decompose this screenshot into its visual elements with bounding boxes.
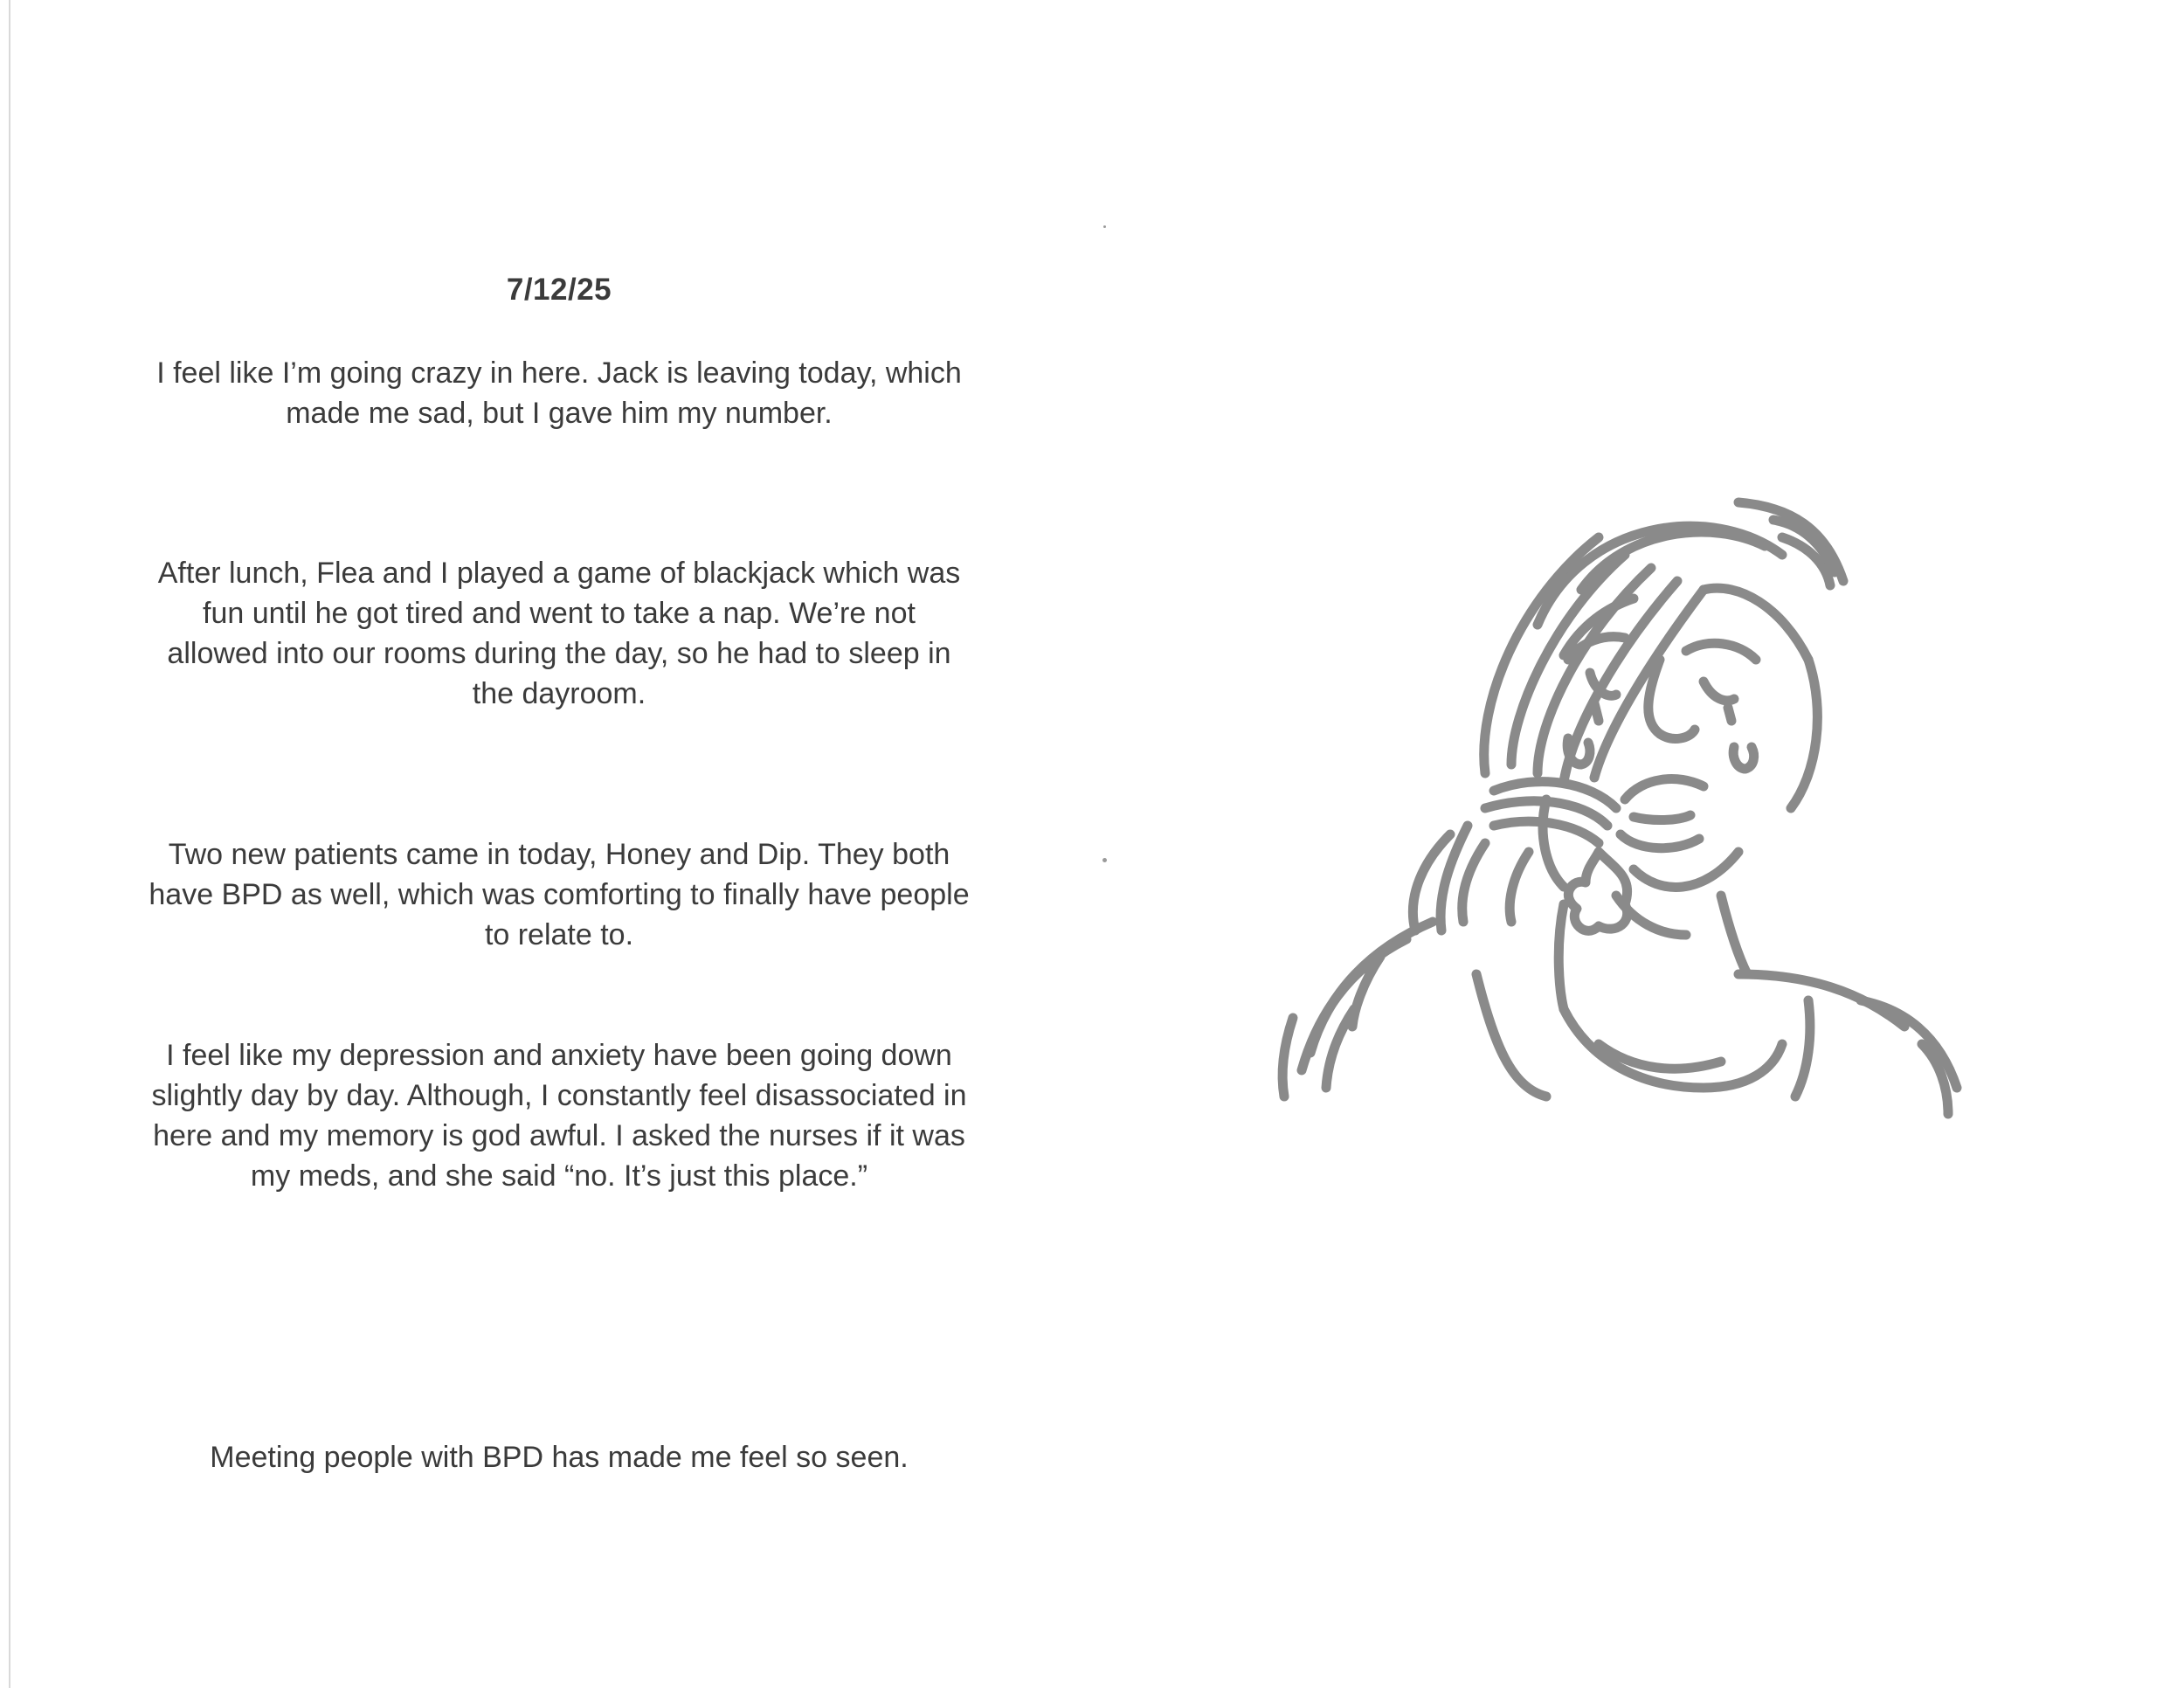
paragraph-line: my meds, and she said “no. It’s just this place.” bbox=[250, 1159, 868, 1193]
paragraph-line: the dayroom. bbox=[472, 677, 646, 710]
paragraph-line: I feel like my depression and anxiety have been going down bbox=[166, 1039, 952, 1072]
journal-paragraph bbox=[122, 353, 996, 433]
page-edge-shadow bbox=[9, 0, 10, 1688]
journal-paragraph bbox=[122, 553, 996, 714]
paragraph-line: have BPD as well, which was comforting to finally have people bbox=[149, 878, 970, 911]
scan-speck bbox=[1103, 225, 1106, 228]
paragraph-line: fun until he got tired and went to take a nap. We’re not bbox=[203, 597, 916, 630]
journal-paragraph bbox=[122, 1437, 996, 1477]
paragraph-line: After lunch, Flea and I played a game of blackjack which was bbox=[157, 557, 961, 590]
paragraph-line: to relate to. bbox=[484, 918, 634, 951]
entry-date: 7/12/25 bbox=[506, 273, 612, 307]
journal-entry bbox=[122, 0, 996, 1688]
crying-woman-portrait-icon bbox=[1249, 485, 2001, 1140]
paragraph-line: I feel like I’m going crazy in here. Jack is leaving today, which bbox=[156, 356, 962, 390]
paragraph-line: here and my memory is god awful. I asked the nurses if it was bbox=[153, 1119, 965, 1152]
paragraph-line: slightly day by day. Although, I constantly feel disassociated in bbox=[151, 1079, 967, 1112]
paragraph-line: Two new patients came in today, Honey and Dip. They both bbox=[168, 838, 950, 871]
scan-speck bbox=[1102, 858, 1107, 862]
paragraph-line: allowed into our rooms during the day, so he had to sleep in bbox=[167, 637, 951, 670]
journal-paragraph bbox=[122, 1035, 996, 1196]
journal-paragraph bbox=[122, 834, 996, 955]
paragraph-line: made me sad, but I gave him my number. bbox=[286, 397, 833, 430]
paragraph-line: Meeting people with BPD has made me feel so seen. bbox=[210, 1441, 909, 1474]
